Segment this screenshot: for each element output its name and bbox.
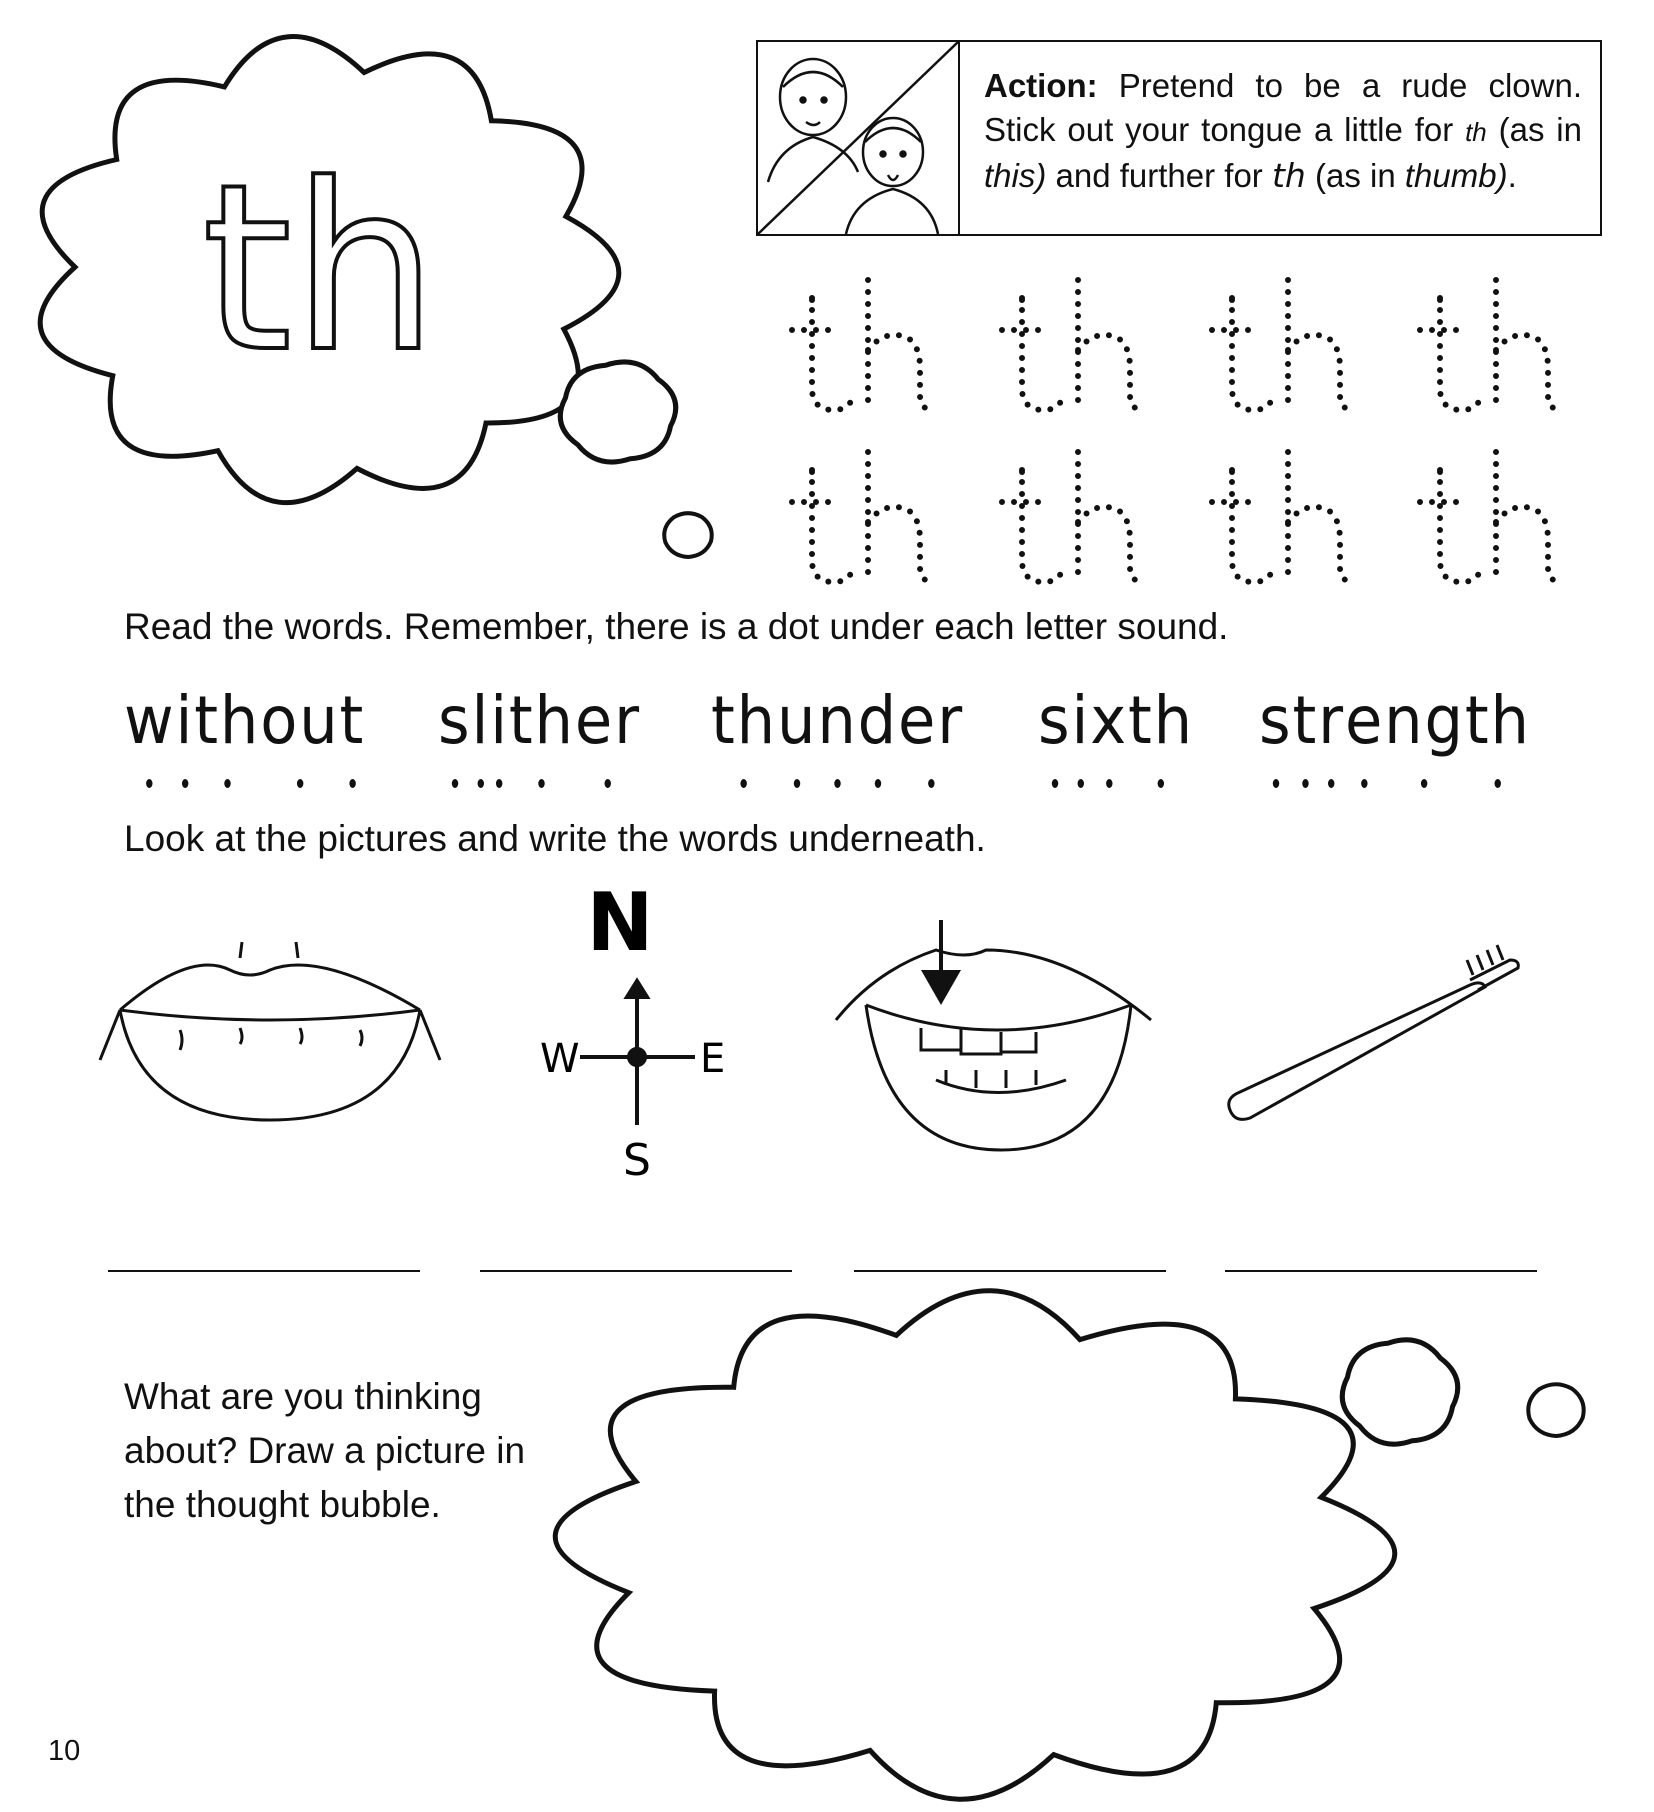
- read-instruction: Read the words. Remember, there is a dot under each letter sound.: [124, 606, 1229, 647]
- sound-text: l: [471, 682, 491, 759]
- sound-text: th: [194, 682, 261, 759]
- thinking-prompt-line: the thought bubble.: [124, 1484, 441, 1525]
- sound-text: w: [124, 682, 176, 759]
- cloud-outline: [1342, 1340, 1457, 1444]
- sound-text: s: [438, 682, 472, 759]
- cloud-outline: [555, 1291, 1395, 1799]
- sound-text: th: [509, 682, 576, 759]
- sound-text: x: [1089, 682, 1128, 759]
- action-label: Action:: [984, 67, 1098, 104]
- sound-text: th: [1465, 682, 1532, 759]
- cloud-outline: [1528, 1384, 1583, 1436]
- example-this: this): [984, 157, 1047, 194]
- compass-south: S: [623, 1135, 651, 1186]
- page-number: 10: [48, 1735, 81, 1767]
- sound-text: i: [490, 682, 510, 759]
- sound-text: er: [897, 682, 964, 759]
- sound-text: r: [1318, 682, 1346, 759]
- compass-north: N: [586, 876, 654, 969]
- sound-text: th: [710, 682, 777, 759]
- sound-text: s: [1037, 682, 1072, 759]
- sound-text: n: [817, 682, 858, 759]
- compass-east: E: [700, 1036, 726, 1082]
- thinking-prompt-line: about? Draw a picture in: [124, 1430, 526, 1471]
- sound-text: t: [339, 682, 366, 759]
- sound-text: u: [776, 682, 818, 759]
- thinking-prompt-line: What are you thinking: [124, 1376, 482, 1417]
- sound-text: ng: [1384, 682, 1466, 759]
- sound-text: e: [1345, 682, 1385, 759]
- example-thumb: thumb): [1404, 157, 1508, 194]
- sound-text: d: [857, 682, 898, 759]
- action-text-part: (as in: [1486, 111, 1582, 148]
- action-text-part: Pretend to be a rude clown. Stick out your tongue a little for: [984, 67, 1582, 148]
- sound-text: i: [1071, 682, 1090, 759]
- th-big: th: [1271, 156, 1306, 195]
- sound-text: ou: [260, 682, 340, 759]
- sound-text: th: [1127, 682, 1194, 759]
- action-text-part: (as in: [1305, 157, 1405, 194]
- pictures-instruction: Look at the pictures and write the words underneath.: [124, 818, 986, 859]
- sound-text: t: [1292, 682, 1319, 759]
- sound-letters-outline: th: [202, 136, 438, 403]
- action-text-part: .: [1507, 157, 1517, 194]
- sound-text: s: [1259, 682, 1293, 759]
- sound-text: i: [175, 682, 195, 759]
- action-text-part: and further for: [1046, 157, 1272, 194]
- compass-west: W: [540, 1036, 580, 1082]
- sound-text: er: [575, 682, 642, 759]
- th-small: th: [1465, 117, 1487, 147]
